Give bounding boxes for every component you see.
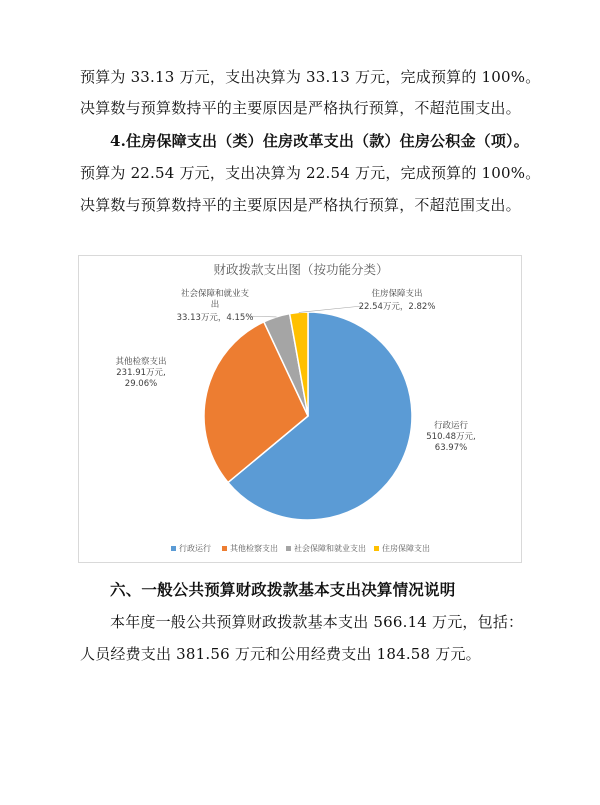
paragraph-line: 预算为 22.54 万元，支出决算为 22.54 万元，完成预算的 100%。	[80, 164, 541, 182]
legend-item: 行政运行	[179, 544, 211, 553]
slice-label-name: 住房保障支出	[371, 289, 423, 299]
legend-swatch	[222, 546, 227, 551]
legend-swatch	[286, 546, 291, 551]
legend-item: 社会保障和就业支出	[294, 544, 366, 553]
paragraph-line: 人员经费支出 381.56 万元和公用经费支出 184.58 万元。	[80, 645, 481, 663]
leader-line	[299, 306, 362, 312]
section-heading: 六、一般公共预算财政拨款基本支出决算情况说明	[110, 581, 456, 599]
pie-chart-svg	[79, 256, 523, 564]
paragraph-line: 决算数与预算数持平的主要原因是严格执行预算，不超范围支出。	[80, 196, 521, 214]
chart-title: 财政拨款支出图（按功能分类）	[213, 262, 389, 277]
slice-label-name: 社会保障和就业支	[180, 289, 250, 299]
slice-label-value: 231.91万元,	[116, 368, 166, 378]
legend-item: 其他检察支出	[230, 544, 278, 553]
slice-label-value: 510.48万元,	[426, 432, 476, 442]
slice-label-percent: 29.06%	[124, 379, 158, 389]
legend-item: 住房保障支出	[382, 544, 430, 553]
paragraph-line: 决算数与预算数持平的主要原因是严格执行预算，不超范围支出。	[80, 99, 521, 117]
slice-label-name: 行政运行	[433, 421, 469, 431]
legend-swatch	[374, 546, 379, 551]
chart-legend	[171, 543, 430, 553]
paragraph-line: 本年度一般公共预算财政拨款基本支出 566.14 万元，包括：	[110, 613, 524, 631]
slice-label-name: 出	[210, 300, 220, 310]
slice-label-value: 33.13万元，4.15%	[176, 313, 254, 323]
paragraph-line: 预算为 33.13 万元，支出决算为 33.13 万元，完成预算的 100%。	[80, 68, 541, 86]
item-heading: 4.住房保障支出（类）住房改革支出（款）住房公积金（项）。	[110, 132, 529, 150]
pie-chart	[78, 255, 522, 563]
slice-label-name: 其他检察支出	[115, 357, 167, 367]
slice-label-value: 22.54万元，2.82%	[358, 302, 436, 312]
slice-label-percent: 63.97%	[434, 443, 468, 453]
legend-swatch	[171, 546, 176, 551]
